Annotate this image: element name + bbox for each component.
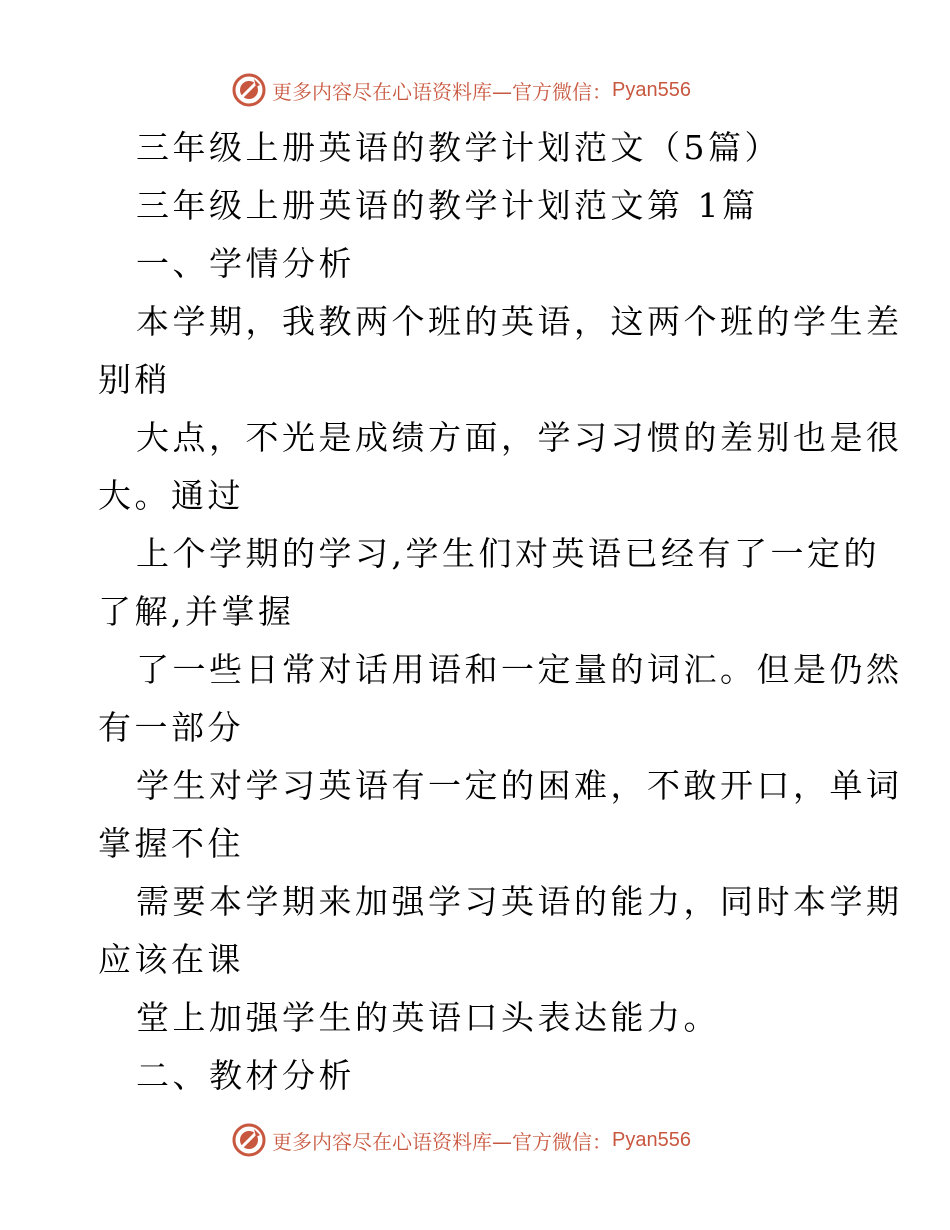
paragraph-line: 了解,并掌握 xyxy=(98,592,295,631)
banner-wechat-id: Pyan556 xyxy=(612,1128,691,1151)
paragraph-line: 堂上加强学生的英语口头表达能力。 xyxy=(136,998,720,1037)
paragraph-line: 有一部分 xyxy=(98,708,244,747)
brand-logo-icon xyxy=(232,73,266,107)
paragraph-line: 学生对学习英语有一定的困难，不敢开口，单词 xyxy=(136,766,903,805)
paragraph-line: 上个学期的学习,学生们对英语已经有了一定的 xyxy=(136,534,880,573)
header-watermark-banner xyxy=(232,72,691,108)
paragraph-line: 本学期，我教两个班的英语，这两个班的学生差 xyxy=(136,302,903,341)
paragraph-line: 掌握不住 xyxy=(98,824,244,863)
paragraph-line: 需要本学期来加强学习英语的能力，同时本学期 xyxy=(136,882,903,921)
section-title: 三年级上册英语的教学计划范文第 1篇 xyxy=(136,186,759,225)
section-heading: 一、学情分析 xyxy=(136,244,355,283)
banner-text: 更多内容尽在心语资料库—官方微信： xyxy=(272,79,612,104)
footer-watermark-banner xyxy=(232,1122,691,1158)
banner-wechat-id: Pyan556 xyxy=(612,78,691,101)
banner-text: 更多内容尽在心语资料库—官方微信： xyxy=(272,1129,612,1154)
paragraph-line: 别稍 xyxy=(98,360,171,399)
brand-logo-icon xyxy=(232,1123,266,1157)
paragraph-line: 大点，不光是成绩方面，学习习惯的差别也是很 xyxy=(136,418,903,457)
paragraph-line: 应该在课 xyxy=(98,940,244,979)
section-heading: 二、教材分析 xyxy=(136,1056,355,1095)
paragraph-line: 大。通过 xyxy=(98,476,244,515)
document-title: 三年级上册英语的教学计划范文（5篇） xyxy=(136,128,781,167)
paragraph-line: 了一些日常对话用语和一定量的词汇。但是仍然 xyxy=(136,650,903,689)
